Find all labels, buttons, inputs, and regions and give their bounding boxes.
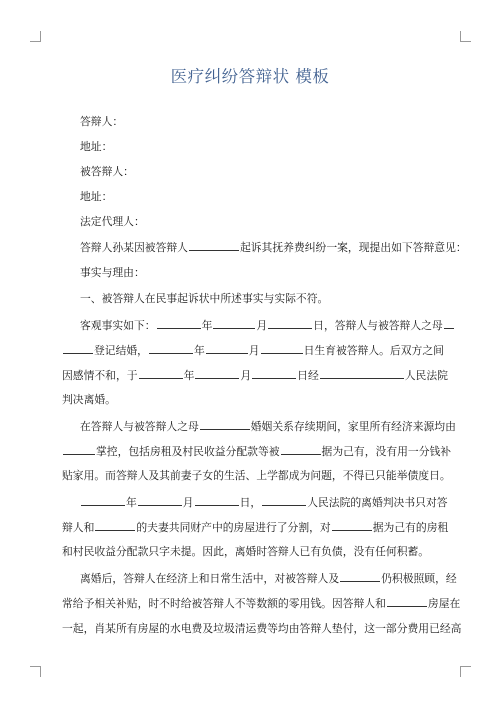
- fill-in-blank: [261, 343, 303, 354]
- fill-in-blank: [340, 571, 380, 582]
- line-text: 法定代理人：: [80, 215, 145, 228]
- document-line: [62, 393, 442, 407]
- document-line: [80, 419, 456, 434]
- line-text: 贴家用。而答辩人及其前妻子女的生活、上学都成为问题，不得已只能举债度日。: [62, 469, 451, 482]
- line-text: 答辩人：: [80, 115, 124, 128]
- line-text: 客观事实如下：: [80, 319, 156, 332]
- line-text: 月: [182, 496, 194, 509]
- document-line: [80, 240, 467, 255]
- document-title: 医疗纠纷答辩状 模板: [170, 67, 330, 86]
- line-text: 常给予相关补贴，时不时给被答辩人不等数额的零用钱。因答辩人和: [62, 597, 386, 610]
- line-text: 离婚后，答辩人在经济上和日常生活中，对被答辩人及: [80, 572, 340, 585]
- document-line: [62, 545, 442, 559]
- document-line: [62, 622, 462, 636]
- fill-in-blank: [149, 343, 193, 354]
- document-line: [62, 368, 448, 383]
- line-text: 的夫妻共同财产中的房屋进行了分割，对: [136, 521, 331, 534]
- crop-mark-top-right: [460, 31, 471, 42]
- line-text: 据为己有，没有用一分钱补: [321, 445, 452, 458]
- line-text: 地址：: [80, 190, 113, 203]
- document-line: [80, 190, 442, 204]
- fill-in-blank: [206, 343, 248, 354]
- line-text: 掌控，包括房租及村民收益分配款等被: [96, 445, 280, 458]
- fill-in-blank: [63, 343, 93, 354]
- fill-in-blank: [138, 495, 182, 506]
- document-line: [62, 520, 449, 535]
- line-text: 日生育被答辩人。后双方之间: [303, 344, 444, 357]
- line-text: 在答辩人与被答辩人之母: [80, 420, 199, 433]
- line-text: 人民法院的离婚判决书只对答: [307, 496, 448, 509]
- document-line: [62, 343, 442, 358]
- line-text: 答辩人孙某因被答辩人: [80, 241, 188, 254]
- fill-in-blank: [195, 368, 239, 379]
- line-text: 人民法院: [404, 369, 448, 382]
- document-line: [80, 165, 442, 179]
- line-text: 月: [256, 319, 268, 332]
- fill-in-blank: [268, 318, 312, 329]
- document-line: [80, 140, 442, 154]
- line-text: 据为己有的房租: [372, 521, 449, 534]
- fill-in-blank: [444, 318, 454, 329]
- line-text: 日，答辩人与被答辩人之母: [313, 319, 443, 332]
- line-text: 判决离婚。: [62, 393, 116, 406]
- fill-in-blank: [332, 520, 372, 531]
- line-text: 月: [248, 344, 260, 357]
- line-text: 月: [240, 369, 252, 382]
- document-line: [80, 571, 457, 586]
- fill-in-blank: [157, 318, 201, 329]
- document-line: [62, 469, 451, 483]
- fill-in-blank: [213, 318, 255, 329]
- line-text: 年: [126, 496, 137, 509]
- fill-in-blank: [281, 444, 321, 455]
- line-text: 和村民收益分配款只字未提。因此，离婚时答辩人已有负债，没有任何积蓄。: [62, 545, 430, 558]
- line-text: 一、被答辩人在民事起诉状中所述事实与实际不符。: [80, 292, 329, 305]
- fill-in-blank: [262, 495, 306, 506]
- line-text: 被答辩人：: [80, 165, 134, 178]
- line-text: 因感情不和，于: [62, 369, 138, 382]
- document-line: [80, 292, 442, 306]
- line-text: 婚姻关系存续期间，家里所有经济来源均由: [250, 420, 456, 433]
- line-text: 一起，肖某所有房屋的水电费及垃圾清运费等均由答辩人垫付，这一部分费用已经高: [62, 622, 462, 635]
- fill-in-blank: [95, 520, 135, 531]
- crop-mark-bottom-left: [30, 666, 41, 677]
- fill-in-blank: [81, 495, 125, 506]
- document-line: [80, 495, 448, 510]
- fill-in-blank: [200, 419, 250, 430]
- line-text: 房屋在: [427, 597, 461, 610]
- line-text: 地址：: [80, 140, 113, 153]
- fill-in-blank: [387, 596, 427, 607]
- line-text: 登记结婚，: [94, 344, 148, 357]
- line-text: 辩人和: [62, 521, 95, 534]
- document-line: [62, 596, 461, 611]
- line-text: 仍积极照顾，经: [381, 572, 457, 585]
- document-line: [80, 318, 442, 333]
- document-line: [80, 266, 442, 280]
- fill-in-blank: [252, 368, 296, 379]
- fill-in-blank: [139, 368, 183, 379]
- line-text: 起诉其抚养费纠纷一案，现提出如下答辩意见：: [239, 241, 467, 254]
- fill-in-blank: [320, 368, 404, 379]
- line-text: 日，: [239, 496, 262, 509]
- fill-in-blank: [189, 240, 239, 251]
- crop-mark-bottom-right: [460, 666, 471, 677]
- line-text: 年: [193, 344, 205, 357]
- fill-in-blank: [195, 495, 239, 506]
- line-text: 年: [183, 369, 195, 382]
- line-text: 年: [201, 319, 213, 332]
- document-line: [62, 444, 452, 459]
- line-text: 日经: [297, 369, 319, 382]
- line-text: 事实与理由：: [80, 266, 145, 279]
- document-line: [80, 215, 442, 229]
- document-line: [80, 115, 442, 129]
- fill-in-blank: [63, 444, 95, 455]
- crop-mark-top-left: [30, 31, 41, 42]
